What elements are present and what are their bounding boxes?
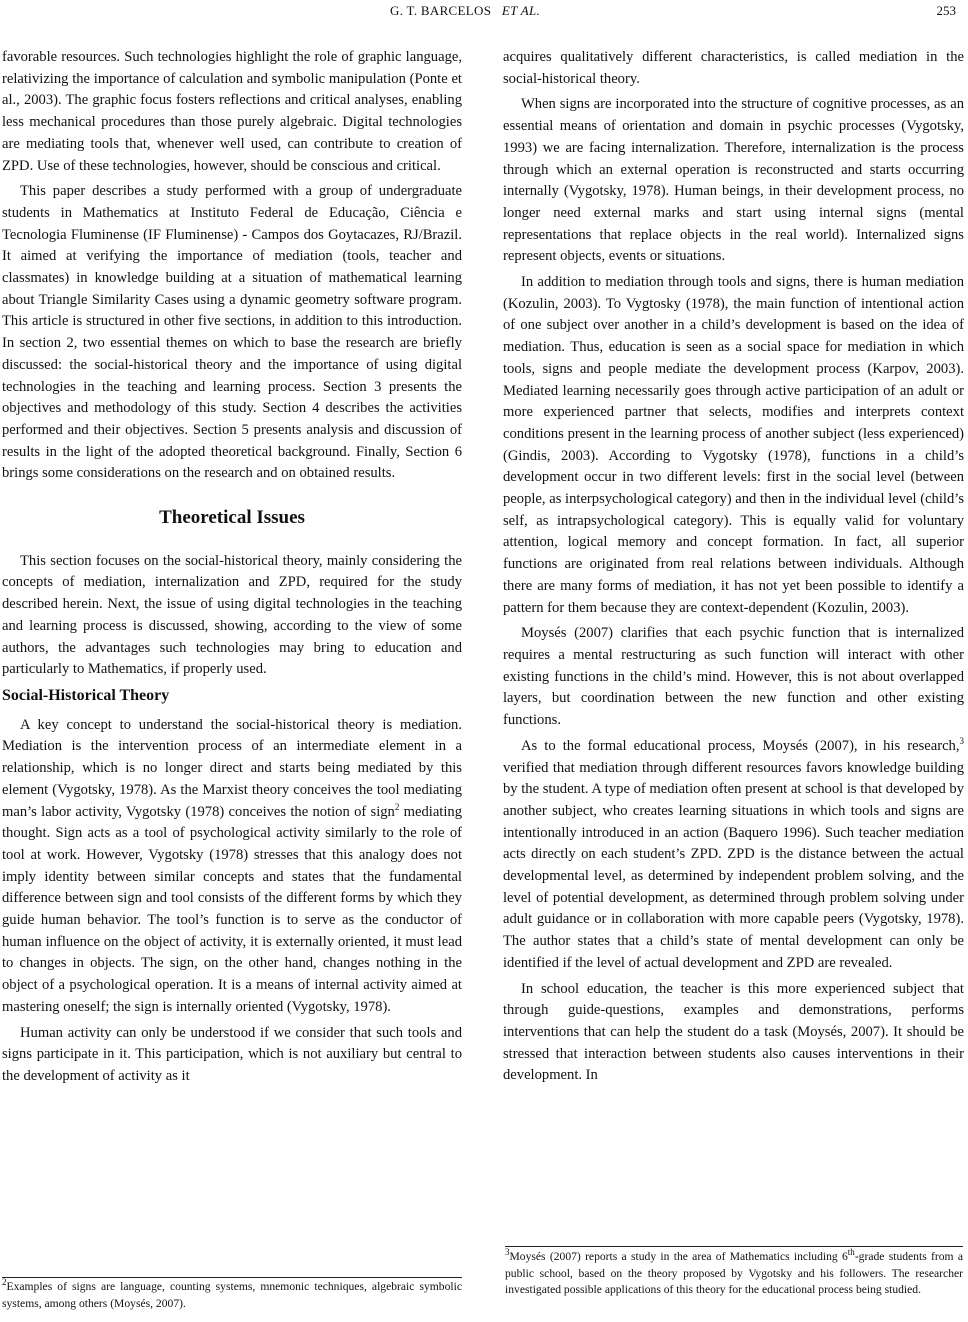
paragraph: In addition to mediation through tools and signs, there is human mediation (Kozulin, 2003). To Vygtosky (1978), the main function of intentional action of one subject over another in a child’s development is based on the idea of mediation. Thus, education is seen as a social space for mediation in which tools, signs and people mediate the development process (Karpov, 2003). Mediated learning necessarily goes through active participation of an adult or more experienced partner that selects, modifies and interprets context conditions present in the learning process of another subject (less experienced) (Gindis, 2003). According to Vygotsky (1978), functions in a child’s development occur in two different levels: first in the social level (between people, as interpsychological category) and then in the individual level (child’s self, as intrapsychological category). This is equally valid for voluntary attention, logical memory and concept formation. In fact, all superior functions are originated from real relations between individuals. Although there are many forms of mediation, it has not yet been possible to identify a pattern for them because they are context-dependent (Kozulin, 2003).	[503, 274, 964, 616]
paragraph	[503, 736, 964, 975]
paragraph-text: As to the formal educational process, Moysés (2007), in his research,	[521, 737, 960, 754]
footnote-number: 2	[2, 1277, 7, 1288]
subsection-heading: Social-Historical Theory	[2, 686, 170, 704]
paragraph	[2, 715, 462, 1019]
footnote-text: -grade students from a public school, based on the theory proposed by Vygotsky and his followers. The researcher investigated possible applications of this theory for the educational process being studied.	[505, 1250, 963, 1296]
paragraph: This section focuses on the social-historical theory, mainly considering the concepts of mediation, internalization and ZPD, required for the study described herein. Next, the issue of using digital technologies in the teaching and learning process is discussed, showing, according to the view of some authors, the advantages such technologies may bring to education and particularly to Mathematics, if properly used.	[2, 552, 462, 678]
paragraph: Moysés (2007) clarifies that each psychic function that is internalized requires a mental restructuring as such function will interact with other existing functions in the child’s mind. However, this is not about overlapped layers, but coordination between the new function and other existing functions.	[503, 625, 964, 729]
header-etal: ET AL.	[501, 3, 541, 18]
footnote-marker: 2	[394, 801, 400, 812]
footnote-text: Examples of signs are language, counting systems, mnemonic techniques, algebraic symbolic systems, among others (Moysés, 2007).	[2, 1280, 462, 1310]
footnote-text: Moysés (2007) reports a study in the area of Mathematics including 6	[509, 1250, 848, 1263]
right-column	[503, 47, 964, 1091]
paragraph-text: mediating thought. Sign acts as a tool of psychological activity similarly to the role of tool at work. However, Vygotsky (1978) stresses that this analogy does not imply identity between similar concepts and states that the fundamental difference between sign and tool consists of the different forms by which they guide human behavior. The tool’s function is to serve as the conductor of human influence on the object of activity, it is externally oriented, it must lead to changes in objects. The sign, on the other hand, changes nothing in the object of a psychological operation. It is a means of internal activity aimed at mastering oneself; the sign is internally oriented (Vygotsky, 1978).	[2, 803, 462, 1015]
paragraph-text: verified that mediation through different resources favors knowledge building by the student. A type of mediation often present at school is that developed by another subject, who creates learning situations in which tools and signs are intentionally introduced in an action (Baquero 1996). Such teacher mediation acts directly on each student’s ZPD. ZPD is the distance between the actual developmental level, as determined by independent problem solving, and the level of potential development, as determined through problem solving under adult guidance or in collaboration with more capable peers (Vygotsky, 1978). The author states that a child’s state of mental development can only be identified if the level of actual development and ZPD are revealed.	[503, 759, 964, 971]
section-heading: Theoretical Issues	[159, 507, 305, 529]
page-number: 253	[936, 3, 956, 18]
footnote-superscript: th	[847, 1247, 855, 1258]
footnote-3	[505, 1246, 963, 1299]
paragraph: Human activity can only be understood if we consider that such tools and signs participate in it. This participation, which is not auxiliary but central to the development of activity as it	[2, 1024, 462, 1084]
footnote-rule	[2, 1277, 462, 1278]
paragraph: In school education, the teacher is this more experienced subject that through guide-questions, examples and demonstrations, performs interventions that can help the student do a task (Moysés, 2007). It should be stressed that interaction between students also causes interventions in their development. In	[503, 980, 964, 1084]
left-column	[2, 47, 462, 1092]
paragraph: This paper describes a study performed with a group of undergraduate students in Mathematics at Instituto Federal de Educação, Ciência e Tecnologia Fluminense (IF Fluminense) - Campos dos Goytacazes, RJ/Brazil. It aimed at verifying the importance of mediation (tools, teacher and classmates) in knowledge building at a situation of mathematical learning about Triangle Similarity Cases using a dynamic geometry software program. This article is structured in other five sections, in addition to this introduction. In section 2, two essential themes on which to base the research are briefly discussed: the social-historical theory and the importance of using digital technologies in the teaching and learning process. Section 3 presents the objectives and methodology of this study. Section 4 describes the activities performed and their objectives. Section 5 presents analysis and discussion of results in the light of the adopted theoretical background. Finally, Section 6 brings some considerations on the research and on obtained results.	[2, 183, 462, 482]
paragraph: favorable resources. Such technologies highlight the role of graphic language, relativizing the importance of calculation and symbolic manipulation (Ponte et al., 2003). The graphic focus fosters reflections and critical analyses, enabling less mechanical procedures than those purely algebraic. Digital technologies are mediating tools that, whenever well used, can contribute to creation of ZPD. Use of these technologies, however, should be conscious and critical.	[2, 49, 462, 174]
footnote-number: 3	[505, 1247, 510, 1258]
footnote-2	[2, 1279, 462, 1312]
running-title	[390, 3, 540, 19]
footnote-marker: 3	[959, 735, 964, 746]
paragraph: acquires qualitatively different characteristics, is called mediation in the social-historical theory.	[503, 49, 964, 87]
header-author: G. T. BARCELOS	[390, 3, 492, 18]
paragraph-text: A key concept to understand the social-historical theory is mediation. Mediation is the intervention process of an intermediate element in a relationship, which is no longer direct and starts being mediated by this element (Vygotsky, 1978). As the Marxist theory conceives the tool mediating man’s labor activity, Vygotsky (1978) conceives the notion of sign	[2, 716, 462, 820]
paragraph: When signs are incorporated into the structure of cognitive processes, as an essential means of orientation and domain in psychic processes (Vygotsky, 1993) we are facing internalization. Therefore, internalization is the process through which an external operation is reconstructed and starts occurring internally (Vygotsky, 1978). Human beings, in their development process, no longer need external marks and start using internal signs (mental representations that replace objects in the real world). Internalized signs represent objects, events or situations.	[503, 96, 964, 265]
running-header	[0, 0, 968, 22]
